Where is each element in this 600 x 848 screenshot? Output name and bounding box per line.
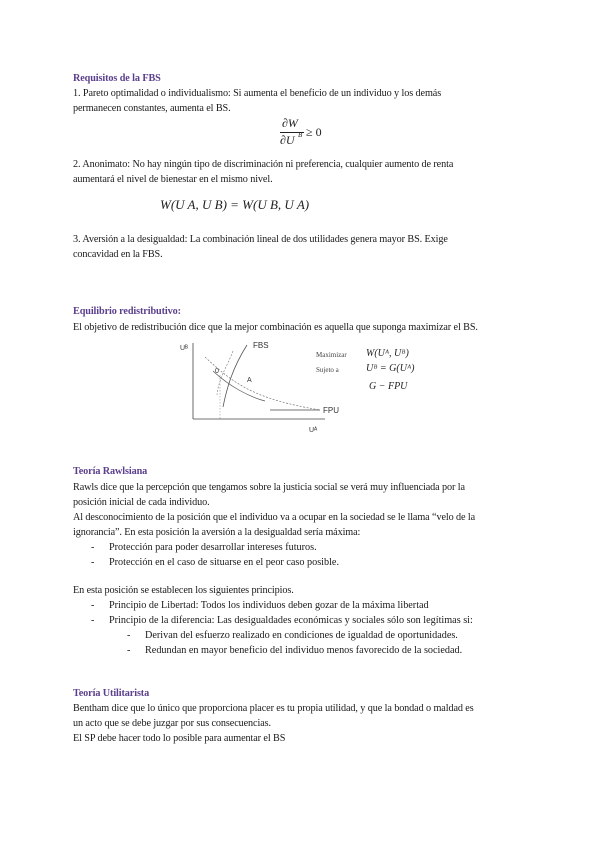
sujeto-label: Sujeto a <box>316 366 339 374</box>
fbs-item1-line2: permanecen constantes, aumenta el BS. <box>73 103 231 114</box>
utilitarista-p2: El SP debe hacer todo lo posible para aumentar el BS <box>73 733 286 744</box>
bullet-dash: - <box>91 615 95 626</box>
formula-anonimato: W(U A, U B) = W(U B, U A) <box>160 197 310 212</box>
bullet-dash: - <box>127 645 131 656</box>
bullet-dash: - <box>91 557 95 568</box>
sujeto-expr: Uᴮ = G(Uᴬ) <box>366 363 415 374</box>
fpu-curve <box>213 371 265 401</box>
formula1-superscript: B <box>298 131 303 139</box>
fbs-curve-2 <box>217 351 233 395</box>
rawls-p1-line2: posición inicial de cada individuo. <box>73 497 210 508</box>
rawls-p2-line2: ignorancia”. En esta posición la aversión a la desigualdad sería máxima: <box>73 527 361 538</box>
bullet-dash: - <box>91 600 95 611</box>
fpu-curve-dashed <box>205 357 320 410</box>
rawls-p1-line1: Rawls dice que la percepción que tengamos sobre la justicia social se verá muy influenciada por la <box>73 482 465 493</box>
formula1-denominator: ∂U <box>280 133 295 147</box>
formula-pareto <box>278 116 348 154</box>
rawls-p2-line1: Al desconocimiento de la posición que el individuo va a ocupar en la sociedad se le llama “velo de la <box>73 512 476 523</box>
fbs-item1-line1: 1. Pareto optimalidad o individualismo: Si aumenta el beneficio de un individuo y los demás <box>73 88 442 99</box>
fbs-item2-line1: 2. Anonimato: No hay ningún tipo de discriminación ni preferencia, cualquier aumento de renta <box>73 159 454 170</box>
equilibrio-text: El objetivo de redistribución dice que la mejor combinación es aquella que suponga maximizar el BS. <box>73 322 478 333</box>
maximizar-expr: W(Uᴬ, Uᴮ) <box>366 348 409 359</box>
fpu-label: FPU <box>323 406 339 415</box>
heading-requisitos-fbs: Requisitos de la FBS <box>73 73 161 84</box>
rawls-principle: Principio de la diferencia: Las desigualdades económicas y sociales sólo son legítimas si: <box>109 615 473 626</box>
maximizar-label: Maximizar <box>316 351 347 359</box>
bullet-dash: - <box>91 542 95 553</box>
heading-utilitarista: Teoría Utilitarista <box>73 688 150 699</box>
formula1-numerator: ∂W <box>282 116 298 130</box>
fbs-item2-line2: aumentará el nivel de bienestar en el mismo nivel. <box>73 174 273 185</box>
g-expr: G − FPU <box>369 381 408 392</box>
fbs-item3-line1: 3. Aversión a la desigualdad: La combinación lineal de dos utilidades genera mayor BS. Exige <box>73 234 448 245</box>
rawls-subprinciple: Derivan del esfuerzo realizado en condiciones de igualdad de oportunidades. <box>145 630 458 641</box>
x-axis-label: Uᴬ <box>309 427 318 434</box>
utilitarista-p1-line1: Bentham dice que lo único que proporciona placer es tu propia utilidad, y que la bondad o maldad es <box>73 703 474 714</box>
fbs-item3-line2: concavidad en la FBS. <box>73 249 163 260</box>
rawls-bullet: Protección para poder desarrollar intereses futuros. <box>109 542 317 553</box>
y-axis-label: Uᴮ <box>180 345 188 352</box>
rawls-subprinciple: Redundan en mayor beneficio del individuo menos favorecido de la sociedad. <box>145 645 463 656</box>
rawls-principle: Principio de Libertad: Todos los individuos deben gozar de la máxima libertad <box>109 600 429 611</box>
rawls-p3: En esta posición se establecen los siguientes principios. <box>73 585 294 596</box>
bullet-dash: - <box>127 630 131 641</box>
fbs-label: FBS <box>253 341 269 350</box>
heading-equilibrio: Equilibrio redistributivo: <box>73 306 181 317</box>
formula1-rhs: ≥ 0 <box>306 125 322 139</box>
point-a-label: A <box>247 377 252 384</box>
point-0-label: 0 <box>215 368 219 375</box>
utilitarista-p1-line2: un acto que se debe juzgar por sus consecuencias. <box>73 718 271 729</box>
heading-rawls: Teoría Rawlsiana <box>73 466 148 477</box>
rawls-bullet: Protección en el caso de situarse en el peor caso posible. <box>109 557 339 568</box>
